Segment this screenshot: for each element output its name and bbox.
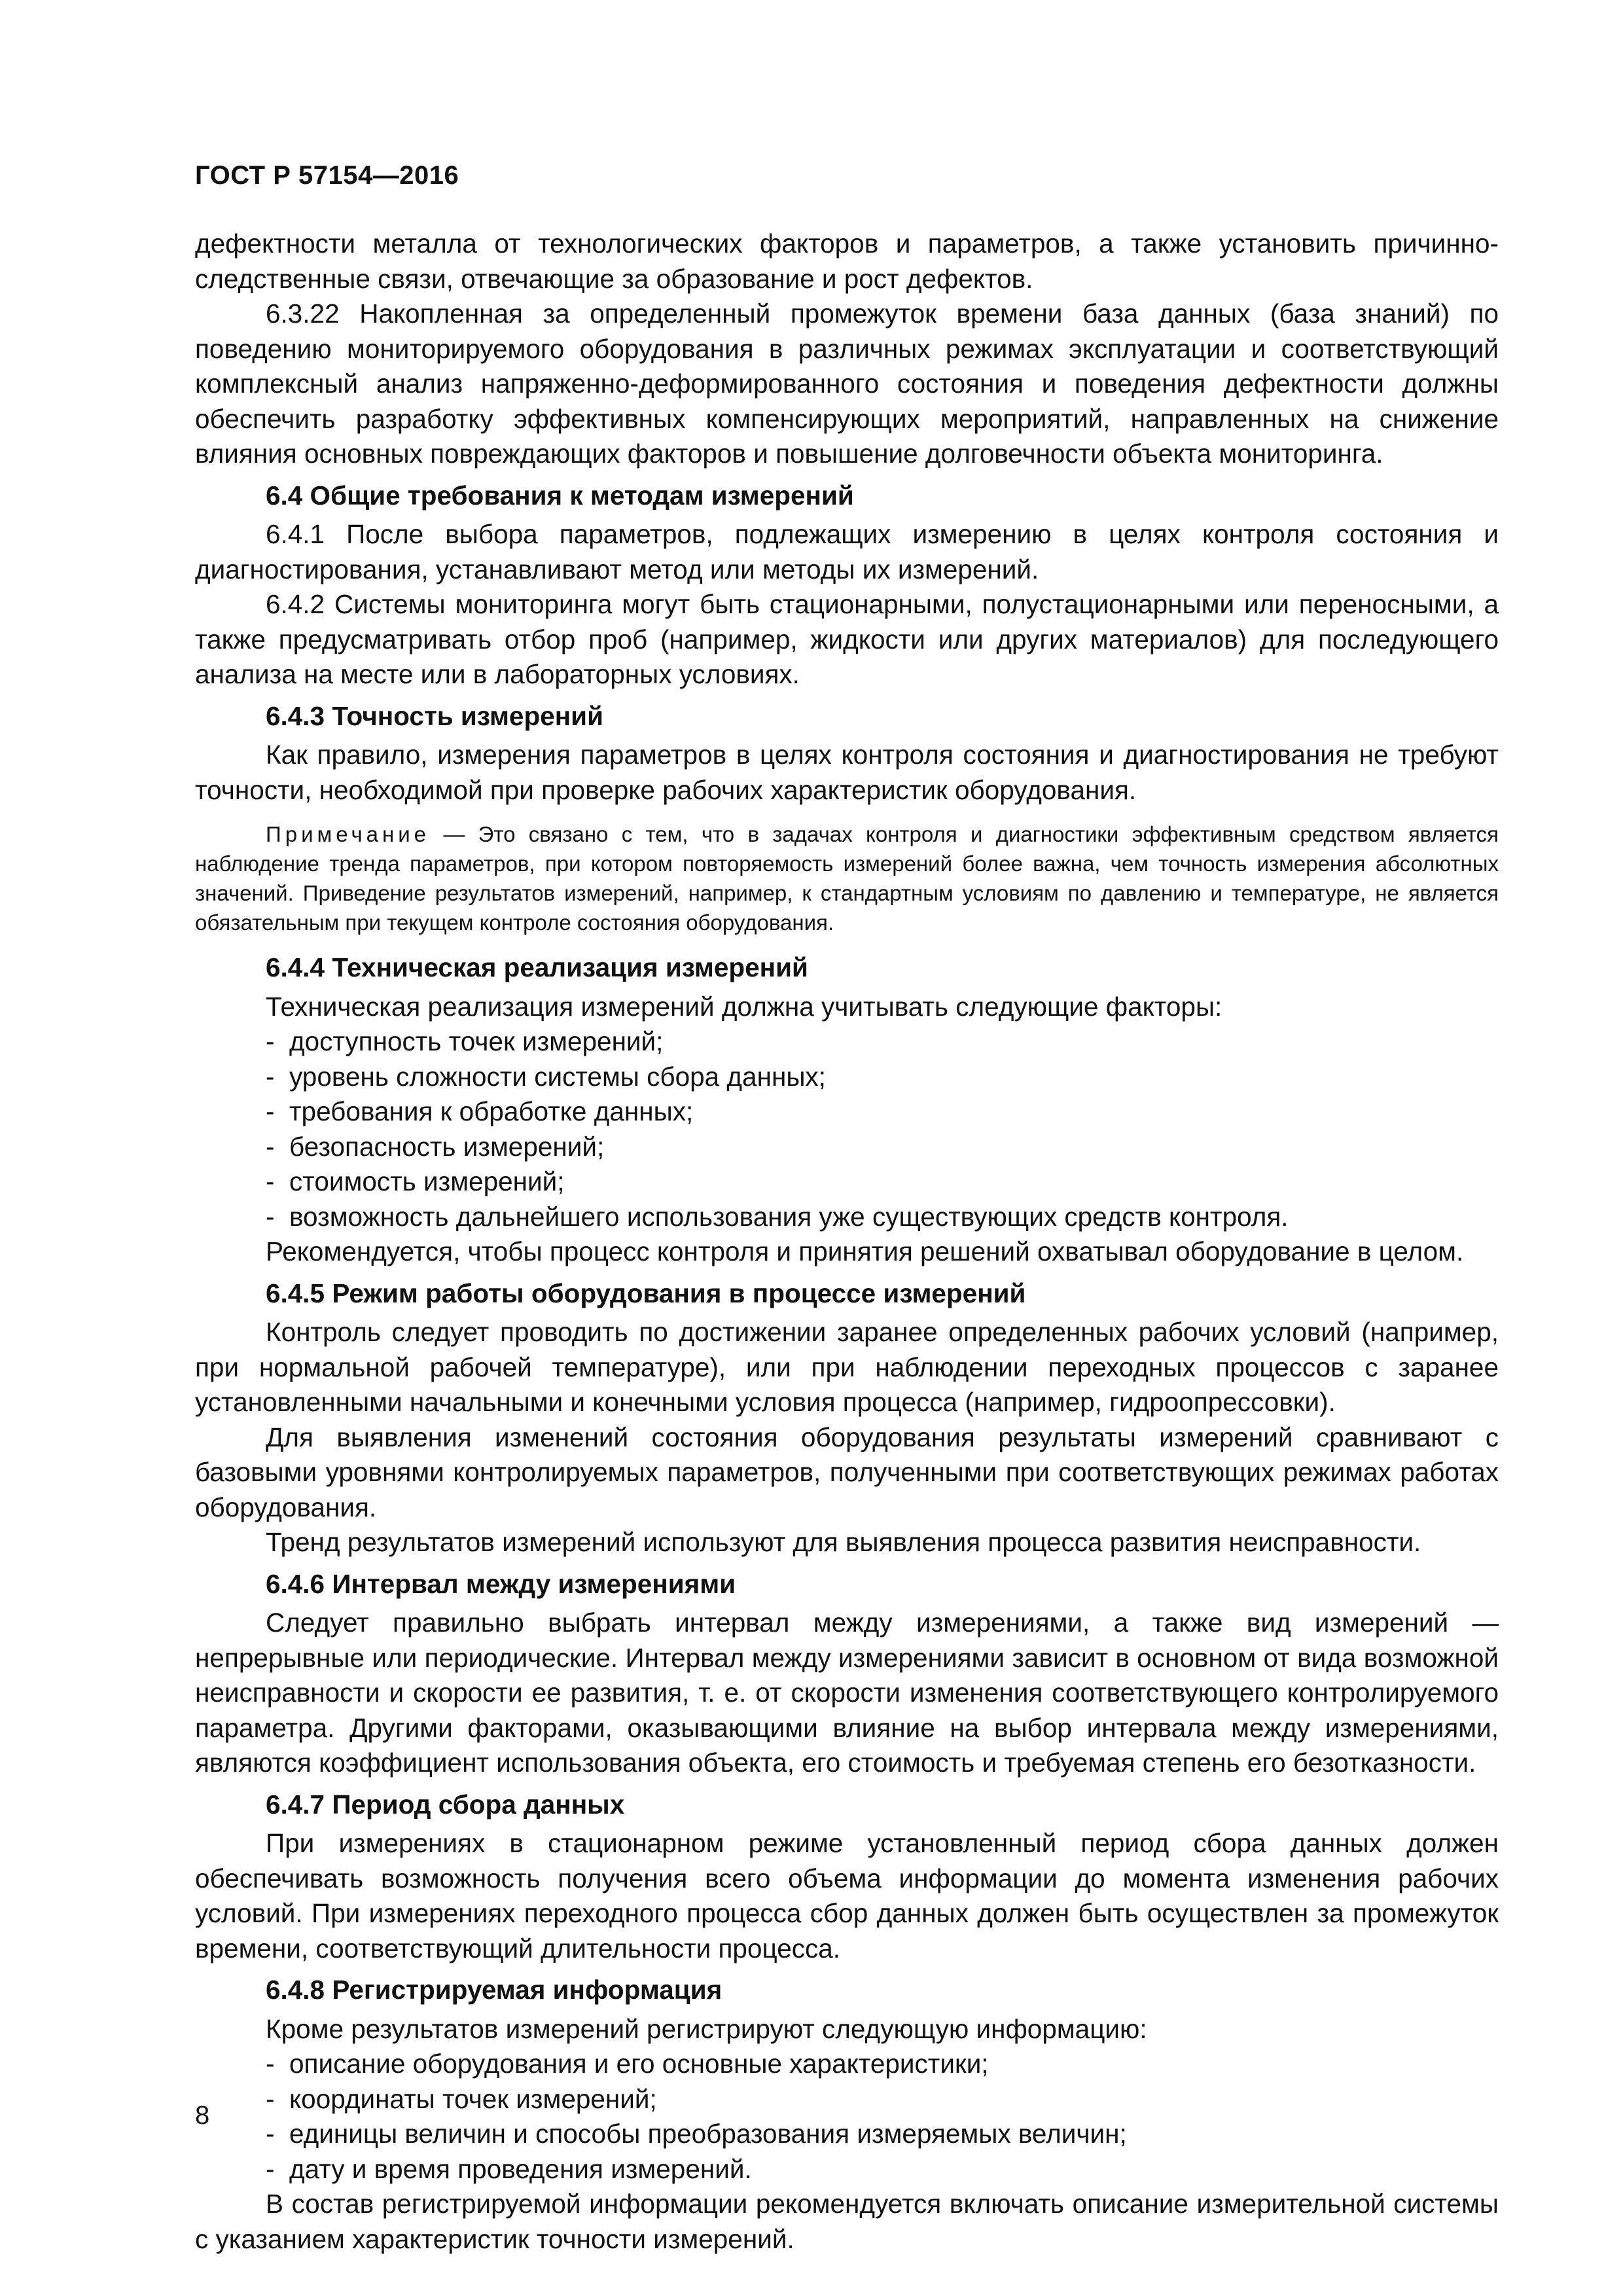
paragraph-6-4-5-b: Для выявления изменений состояния оборудования результаты измерений сравнивают с базовыми уровнями контролируемых параметров, полученными при соответствующих режимах работах оборудования. (195, 1422, 1499, 1522)
list-item: - описание оборудования и его основные характеристики; (195, 2047, 1499, 2082)
document-header: ГОСТ Р 57154—2016 (195, 161, 459, 190)
list-item: - уровень сложности системы сбора данных; (195, 1060, 1499, 1095)
section-heading-6-4-3: 6.4.3 Точность измерений (266, 700, 603, 731)
section-heading-6-4: 6.4 Общие требования к методам измерений (266, 480, 854, 511)
list-item: - координаты точек измерений; (195, 2082, 1499, 2117)
paragraph-6-4-4-end: Рекомендуется, чтобы процесс контроля и принятия решений охватывал оборудование в целом. (266, 1236, 1464, 1266)
section-heading-6-4-5: 6.4.5 Режим работы оборудования в процессе измерений (266, 1278, 1026, 1308)
section-heading-6-4-6: 6.4.6 Интервал между измерениями (266, 1568, 736, 1599)
section-heading-6-4-4: 6.4.4 Техническая реализация измерений (266, 952, 808, 982)
list-item: - доступность точек измерений; (195, 1024, 1499, 1060)
factors-list (195, 1024, 1499, 1234)
section-heading-6-4-7: 6.4.7 Период сбора данных (266, 1789, 625, 1820)
paragraph-6-3-22: 6.3.22 Накопленная за определенный промежуток времени база данных (база знаний) по поведению мониторируемого оборудования в различных режимах эксплуатации и соответствующий комплексный анализ напряженно-деформированного состояния и поведения дефектности должны обеспечить разработку эффективных компенсирующих мероприятий, направленных на снижение влияния основных повреждающих факторов и повышение долговечности объекта мониторинга. (195, 298, 1499, 469)
list-item: - единицы величин и способы преобразования измеряемых величин; (195, 2117, 1499, 2152)
paragraph-6-4-8-intro: Кроме результатов измерений регистрируют следующую информацию: (266, 2013, 1147, 2044)
paragraph-6-4-6: Следует правильно выбрать интервал между измерениями, а также вид измерений — непрерывные или периодические. Интервал между измерениями зависит в основном от вида возможной неисправности и скорости ее развития, т. е. от скорости изменения соответствующего контролируемого параметра. Другими факторами, оказывающими влияние на выбор интервала между измерениями, являются коэффициент использования объекта, его стоимость и требуемая степень его безотказности. (195, 1607, 1499, 1778)
paragraph-6-4-5-c: Тренд результатов измерений используют для выявления процесса развития неисправности. (266, 1527, 1421, 1557)
document-body (195, 226, 1499, 2257)
paragraph-6-4-1: 6.4.1 После выбора параметров, подлежащих измерению в целях контроля состояния и диагностирования, устанавливают метод или методы их измерений. (195, 519, 1499, 584)
list-item: - дату и время проведения измерений. (195, 2152, 1499, 2187)
section-heading-6-4-8: 6.4.8 Регистрируемая информация (266, 1975, 722, 2005)
list-item: - безопасность измерений; (195, 1130, 1499, 1165)
list-item: - требования к обработке данных; (195, 1094, 1499, 1130)
paragraph-6-4-7: При измерениях в стационарном режиме установленный период сбора данных должен обеспечивать возможность получения всего объема информации до момента изменения рабочих условий. При измерениях переходного процесса сбор данных должен быть осуществлен за промежуток времени, соответствующий длительности процесса. (195, 1828, 1499, 1964)
paragraph-6-4-3: Как правило, измерения параметров в целях контроля состояния и диагностирования не требуют точности, необходимой при проверке рабочих характеристик оборудования. (195, 740, 1499, 805)
note-label: Примечание (266, 822, 431, 846)
page-number: 8 (195, 2101, 210, 2130)
registered-info-list (195, 2047, 1499, 2187)
list-item: - стоимость измерений; (195, 1164, 1499, 1200)
list-item: - возможность дальнейшего использования уже существующих средств контроля. (195, 1200, 1499, 1235)
note-text: — Это связано с тем, что в задачах контроля и диагностики эффективным средством является наблюдение тренда параметров, при котором повторяемость измерений более важна, чем точность измерения абсолютных значений. Приведение результатов измерений, например, к стандартным условиям по давлению и температуре, не является обязательным при текущем контроле состояния оборудования. (195, 822, 1499, 935)
paragraph-6-4-5-a: Контроль следует проводить по достижении заранее определенных рабочих условий (например, при нормальной рабочей температуре), или при наблюдении переходных процессов с заранее установленными начальными и конечными условия процесса (например, гидроопрессовки). (195, 1317, 1499, 1417)
note-block (195, 819, 1499, 937)
paragraph-6-4-2: 6.4.2 Системы мониторинга могут быть стационарными, полустационарными или переносными, а также предусматривать отбор проб (например, жидкости или других материалов) для последующего анализа на месте или в лабораторных условиях. (195, 589, 1499, 689)
paragraph-continuation: дефектности металла от технологических факторов и параметров, а также установить причинно-следственные связи, отвечающие за образование и рост дефектов. (195, 228, 1499, 294)
paragraph-6-4-8-end: В состав регистрируемой информации рекомендуется включать описание измерительной системы с указанием характеристик точности измерений. (195, 2189, 1499, 2254)
paragraph-6-4-4-intro: Техническая реализация измерений должна учитывать следующие факторы: (266, 991, 1222, 1022)
